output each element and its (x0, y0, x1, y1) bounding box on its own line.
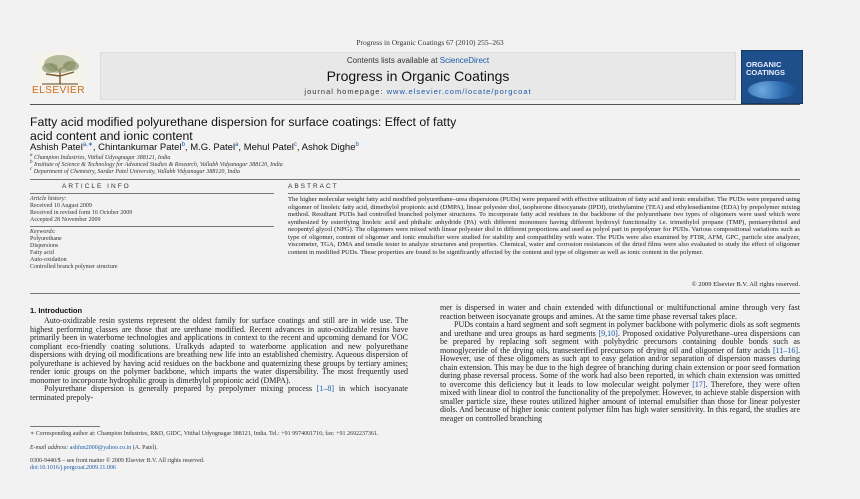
history-label: Article history: (30, 196, 67, 202)
citation-link[interactable]: [9,10] (598, 328, 618, 338)
author-1: Ashish Patel (30, 142, 83, 154)
elsevier-tree-icon (36, 52, 84, 86)
footnote-rule (30, 426, 100, 427)
revised-date: Received in revised form 16 October 2009 (30, 210, 133, 216)
copyright-notice: © 2009 Elsevier B.V. All rights reserved. (691, 281, 800, 288)
affiliation-a-mark: a (30, 153, 33, 158)
email-footnote (30, 445, 158, 452)
email-suffix: (A. Patel). (131, 445, 158, 451)
cover-title (746, 61, 785, 77)
issn-line: 0300-9440/$ – see front matter © 2009 Elsevier B.V. All rights reserved. (30, 458, 205, 464)
author-2-marks[interactable]: b (181, 142, 185, 148)
intro-paragraph-1: Auto-oxidizable resin systems represent the oldest family for surface coatings and still are in wide use. The highest performing classes are those that are urethane modified. Recent advances in auto-oxidizable resins have primarily been in waterborne technologies and applications in context to the recent and upcoming demand for VOC compliant eco-friendly coating solutions. Uralkyds adapted to waterborne application and new polyurethane dispersions with drying oil modifications are breathing new life into an established chemistry. Aqueous dispersion of polyurethane is achieved by having acid residues on the backbone and quaternizing these groups by tertiary amines; render ionic groups on the polymer backbone, which imparts the water dispersibility. The most frequently used monomer to incorporate hydrophilic group is dimethylol propionic acid (DMPA). (30, 316, 408, 385)
corresponding-author-footnote: ∗ Corresponding author at: Champion Industries, R&D, GIDC, Vitthal Udyognagar 388121, India. Tel.: +91 9974001716; fax: +91 2692237361. (30, 431, 379, 437)
citation-link[interactable]: [17] (692, 379, 706, 389)
homepage-url-link[interactable]: www.elsevier.com/locate/porgcoat (386, 87, 532, 96)
section-heading-introduction: 1. Introduction (30, 306, 83, 315)
body-left-column (30, 317, 408, 402)
article-info-heading: ARTICLE INFO (62, 183, 131, 190)
author-4-marks[interactable]: c (293, 142, 297, 148)
homepage-prefix: journal homepage: (304, 87, 387, 96)
affiliation-a-text: Champion Industries, Vitthal Udyognagar 388121, India (34, 155, 171, 161)
sciencedirect-link[interactable]: ScienceDirect (439, 56, 490, 65)
intro-paragraph-4-part-4: . Therefore, they were often mixed with linear diol to control the functionality of the prepolymer. However, to achieve stable dispersion with smaller particle size, these routes utilized higher amount of internal emulsifier than those for linear polyester diols. And because of higher ionic content polymer film has high water sensitivity. In this regard, the studies are meager on controlled branching (440, 379, 800, 423)
abstract-bottom-rule (30, 293, 800, 294)
intro-paragraph-4 (440, 321, 800, 423)
author-2: Chintankumar Patel (98, 142, 182, 154)
journal-banner (100, 52, 736, 100)
publisher-name: ELSEVIER (32, 85, 85, 96)
journal-cover-image (741, 50, 803, 104)
email-link[interactable]: ashfun2000@yahoo.co.in (69, 445, 132, 451)
running-head: Progress in Organic Coatings 67 (2010) 255–263 (356, 38, 504, 47)
affiliation-b-mark: b (30, 160, 33, 165)
contents-line (101, 56, 735, 65)
affiliation-c-mark: c (30, 167, 33, 172)
affiliation-b-text: Institute of Science & Technology for Advanced Studies & Research, Vallabh Vidyanagar 388120, India (34, 162, 283, 168)
abstract-rule (288, 193, 800, 194)
accepted-date: Accepted 28 November 2009 (30, 217, 101, 223)
cover-title-line1: ORGANIC (746, 60, 782, 69)
article-info-rule (30, 193, 274, 194)
intro-paragraph-2 (30, 385, 408, 402)
author-5: Ashok Dighe (301, 142, 356, 154)
doi-text[interactable]: doi:10.1016/j.porgcoat.2009.11.006 (30, 465, 116, 471)
contents-prefix: Contents lists available at (346, 56, 440, 65)
intro-paragraph-4-part-1: PUDs contain a hard segment and soft segment in polymer backbone with polymeric diols as soft segments and urethane and urea groups as hard segments (440, 320, 800, 338)
intro-paragraph-4-part-2: . Proposed oxidative Polyurethane–urea dispersions can be prepared by replacing soft segment with polyhydric precursors containing double bonds such as monoglyceride of the drying oils, transesterified precursors of drying oil and oligomer of fatty acids (440, 328, 800, 355)
keyword: Controlled branch polymer structure (30, 264, 118, 270)
journal-name: Progress in Organic Coatings (326, 68, 510, 84)
affiliation-c-text: Department of Chemistry, Sardar Patel University, Vallabh Vidyanagar 388120, India (33, 169, 241, 175)
title-line-2: acid content and ionic content (30, 129, 193, 143)
keyword: Auto-oxidation (30, 257, 67, 263)
citation-link[interactable]: [1–8] (316, 384, 335, 393)
intro-paragraph-3: mer is dispersed in water and chain extended with difunctional or multifunctional amine through very fast reaction between isocyanate groups and amines. At the same time phase reversal takes place. (440, 303, 800, 321)
author-5-marks[interactable]: b (355, 142, 359, 148)
cover-title-line2: COATINGS (746, 68, 786, 77)
article-title (30, 115, 820, 143)
keyword: Dispersions (30, 243, 59, 249)
intro-paragraph-2-start: Polyurethane dispersion is generally prepared by prepolymer mixing process (44, 384, 317, 393)
author-1-marks[interactable]: a,∗ (82, 142, 93, 148)
author-4: Mehul Patel (243, 142, 294, 154)
keywords-rule (30, 226, 274, 227)
keywords-label: Keywords: (30, 229, 56, 235)
author-3: M.G. Patel (190, 142, 236, 154)
cover-swirl-graphic (748, 81, 796, 99)
header-divider (30, 179, 800, 180)
keyword: Fatty acid (30, 250, 54, 256)
body-right-column (440, 304, 800, 423)
masthead-rule (30, 104, 800, 105)
doi-link[interactable] (30, 465, 116, 472)
title-line-1: Fatty acid modified polyurethane dispersion for surface coatings: Effect of fatty (30, 115, 457, 129)
email-label: E-mail address: (30, 445, 70, 451)
affiliation-c (30, 167, 240, 175)
author-list: Ashish Patel$^{a,∗}$, Chintankumar Patel$^b$, M.G. Patel$^a$, Mehul Patel$^c$, Ashok Dighe$^b$ (30, 142, 359, 154)
journal-homepage (101, 87, 735, 96)
citation-link[interactable]: [11–16] (772, 345, 798, 355)
intro-paragraph-4-part-3: . However, use of these oligomers as such apt to easy gelation and/or separation of dispersion masses during chain extension. This may be due to the high degree of branching during chain extension or poor seed formation during phase reversal process. Some of the work had also been reported, in which chain extension was omitted to overcome this deficiency but it leads to low molecular weight polymer (440, 345, 800, 389)
abstract-text: The higher molecular weight fatty acid modified polyurethane–urea dispersions (PUDs) were prepared with effective utilization of fatty acid and ionic emulsifier. The PUDs were prepared using oligomer of linoleic fatty acid, dimethylol propionic acid (DMPA), linear polyester diol, isophorone diisocyanate (IPDI), triethylamine (TEA) and ethylenediamine (EDA) by prepolymer mixing method. Resultant PUDs had controlled branched polymer structures. To incorporate fatty acid residues in the backbone of the polyurethane two types of oligomers were used which were synthesized by esterifying linoleic acid and phthalic anhydride (PA) with different monomers having different hydroxyl functionality i.e. trimethylol propane (TMP), pentaerythritol and neopentyl glycol (NPG). The oligomers were mixed with linear polyester diol in different proportions and used as polyol part in prepolymer for PUDs. Various compositional variations such as type of oligomer, content of oligomer and ionic emulsifier were studied for stability and compatibility with water. The PUDs were also examined by FTIR, AFM, GPC, particle size analyzer, viscometer, TGA, DMA and tensile tester to analyze structures and properties. Chemical, water and corrosion resistances of the dried films were also evaluated to study the effect of oligomer content in modified PUDs. These properties are found to be significantly affected by the content and type of oligomer as well as ionic content in the polymer. (288, 196, 800, 256)
abstract-heading: ABSTRACT (288, 183, 339, 190)
received-date: Received 10 August 2009 (30, 203, 92, 209)
intro-paragraph-2-end: in which isocyanate terminated prepoly- (30, 384, 408, 402)
author-3-marks[interactable]: a (235, 142, 239, 148)
keyword: Polyurethane (30, 236, 62, 242)
elsevier-logo (30, 52, 92, 96)
